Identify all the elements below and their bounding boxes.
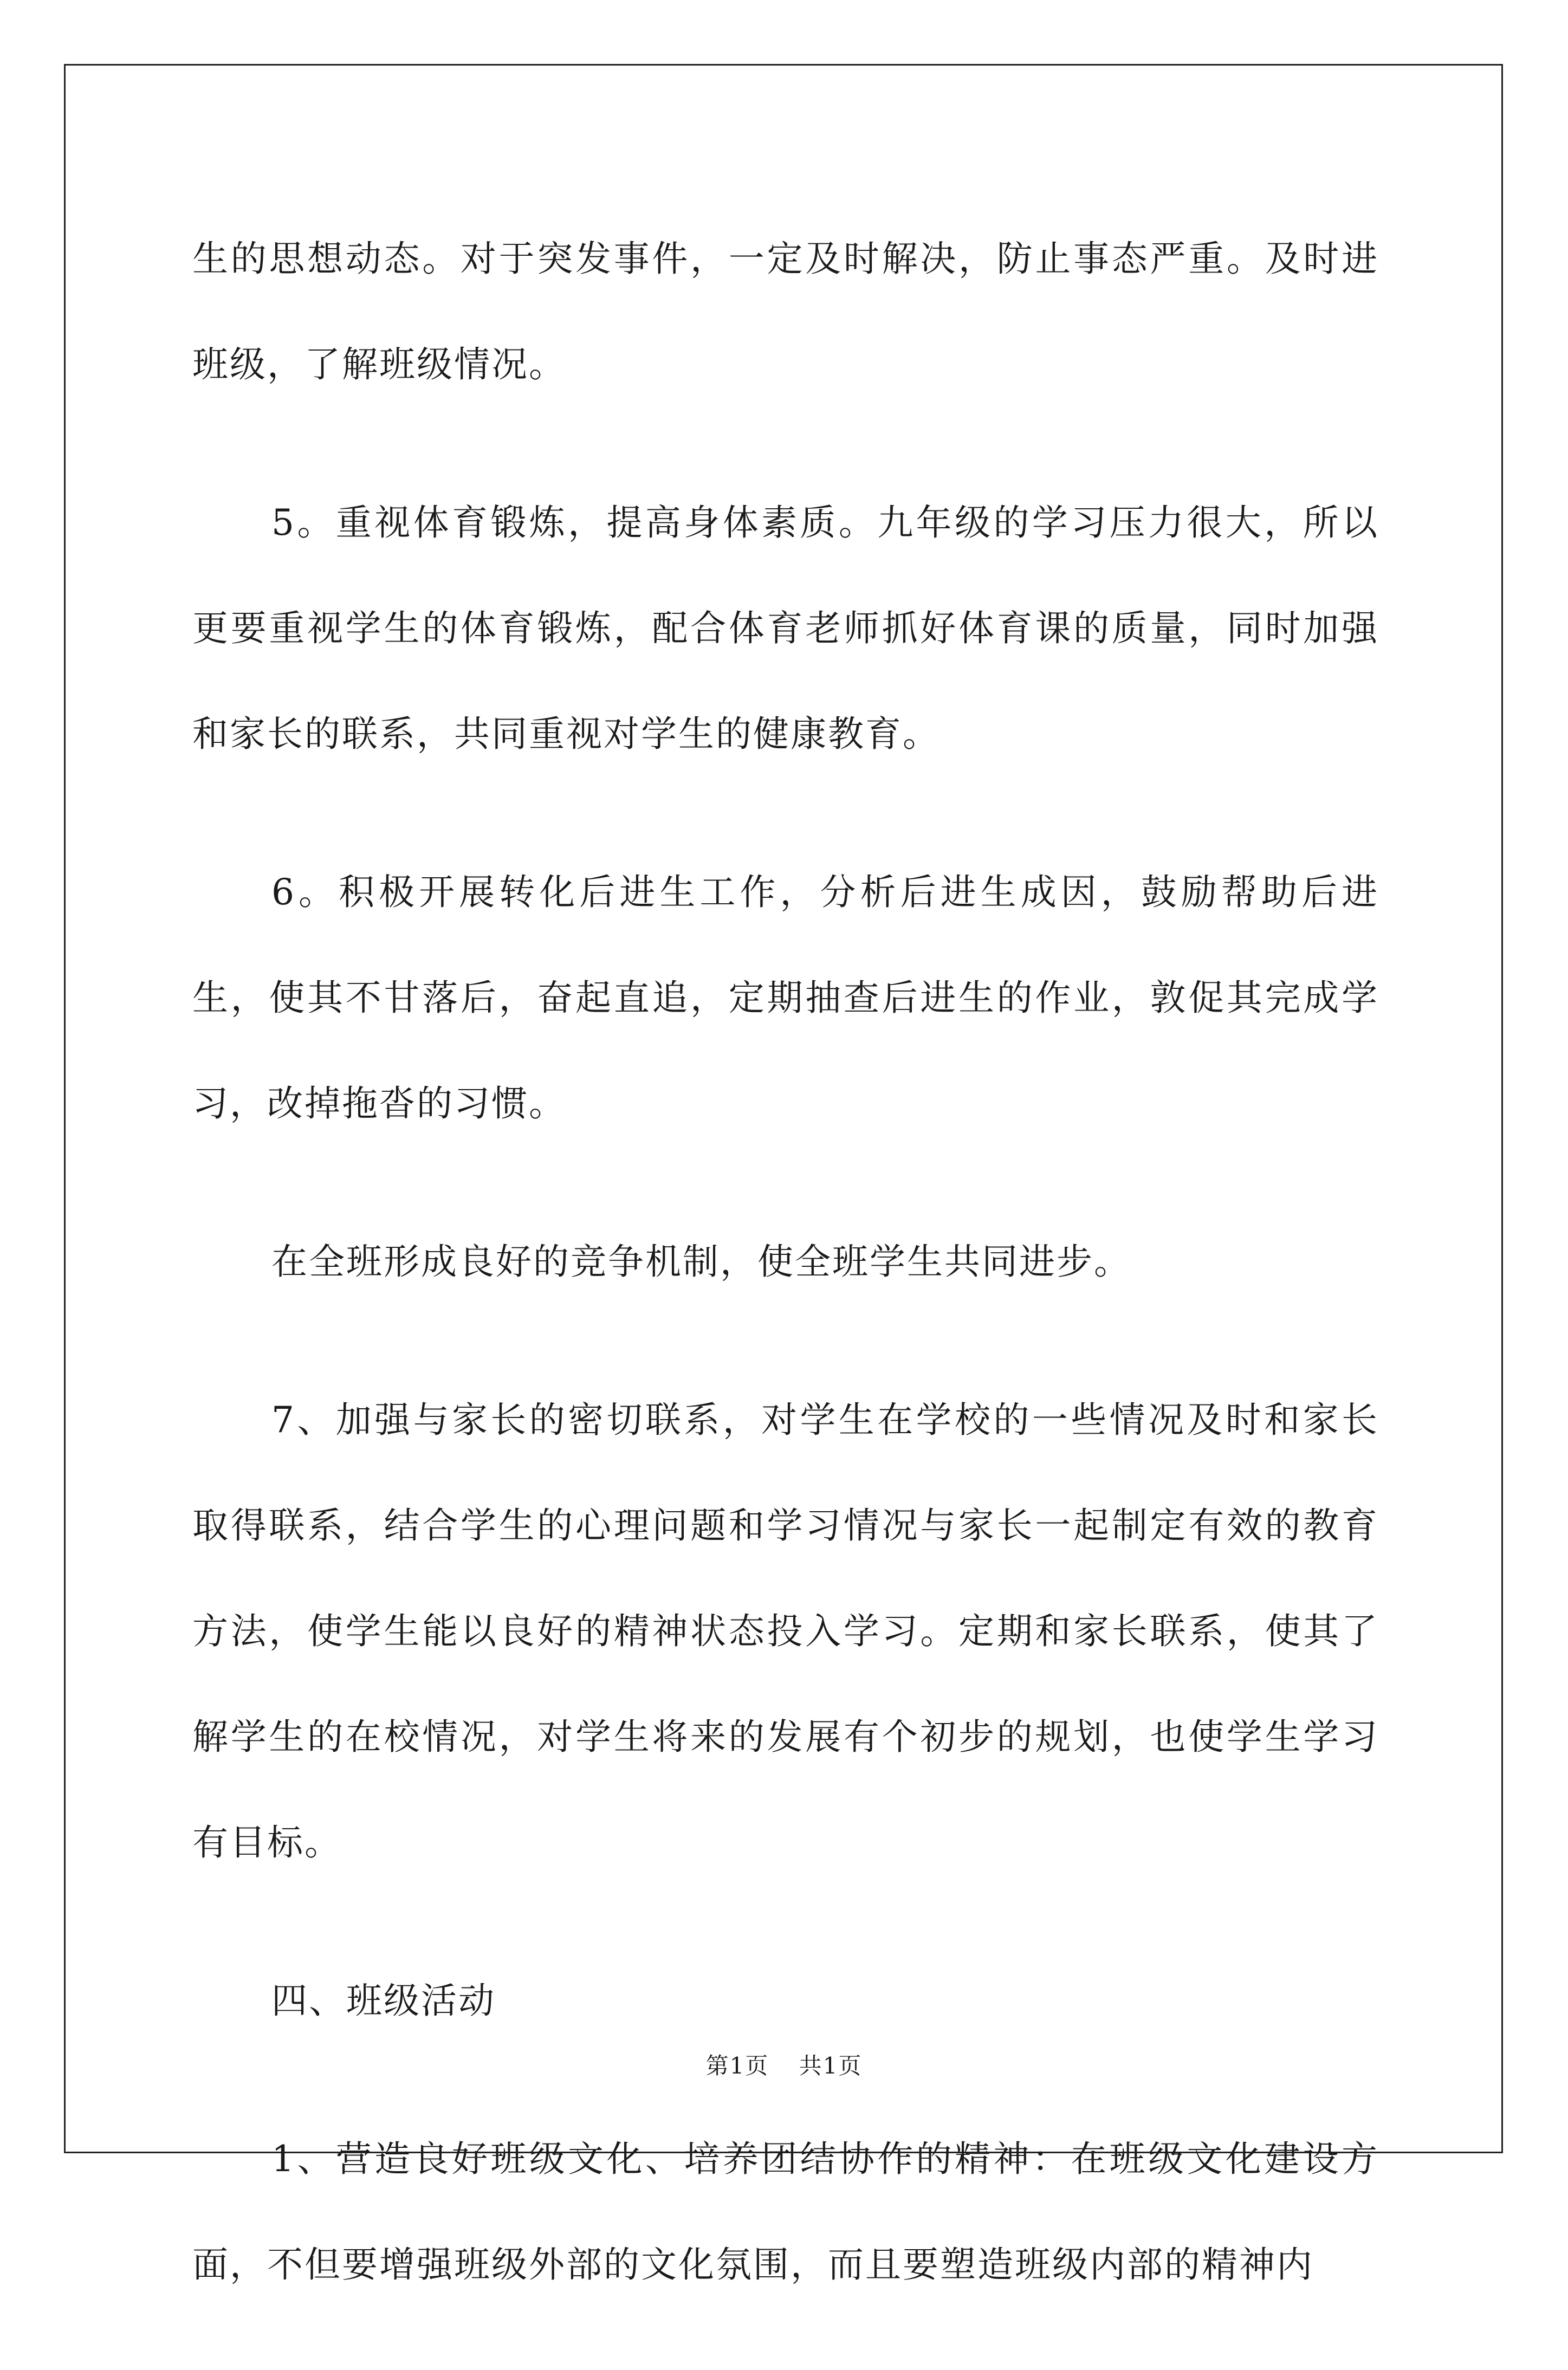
page-number: 第1页 [705,2052,769,2079]
paragraph-7: 1、营造良好班级文化、培养团结协作的精神：在班级文化建设方面，不但要增强班级外部的文化氛围，而且要塑造班级内部的精神内 [192,2138,1379,2285]
paragraph-3: 6。积极开展转化后进生工作，分析后进生成因，鼓励帮助后进生，使其不甘落后，奋起直追，定期抽查后进生的作业，敦促其完成学习，改掉拖沓的习惯。 [192,871,1379,1124]
paragraph-1: 生的思想动态。对于突发事件，一定及时解决，防止事态严重。及时进班级，了解班级情况。 [192,238,1379,385]
document-body [192,206,1379,2370]
paragraph-5: 7、加强与家长的密切联系，对学生在学校的一些情况及时和家长取得联系，结合学生的心理问题和学习情况与家长一起制定有效的教育方法，使学生能以良好的精神状态投入学习。定期和家长联系，使其了解学生的在校情况，对学生将来的发展有个初步的规划，也使学生学习有目标。 [192,1399,1379,1863]
page-footer [0,2048,1568,2081]
page-total: 共1页 [799,2052,863,2079]
paragraph-4: 在全班形成良好的竞争机制，使全班学生共同进步。 [271,1241,1131,1283]
paragraph-2: 5。重视体育锻炼，提高身体素质。九年级的学习压力很大，所以更要重视学生的体育锻炼，配合体育老师抓好体育课的质量，同时加强和家长的联系，共同重视对学生的健康教育。 [192,502,1379,755]
section-heading: 四、班级活动 [271,1980,496,2022]
